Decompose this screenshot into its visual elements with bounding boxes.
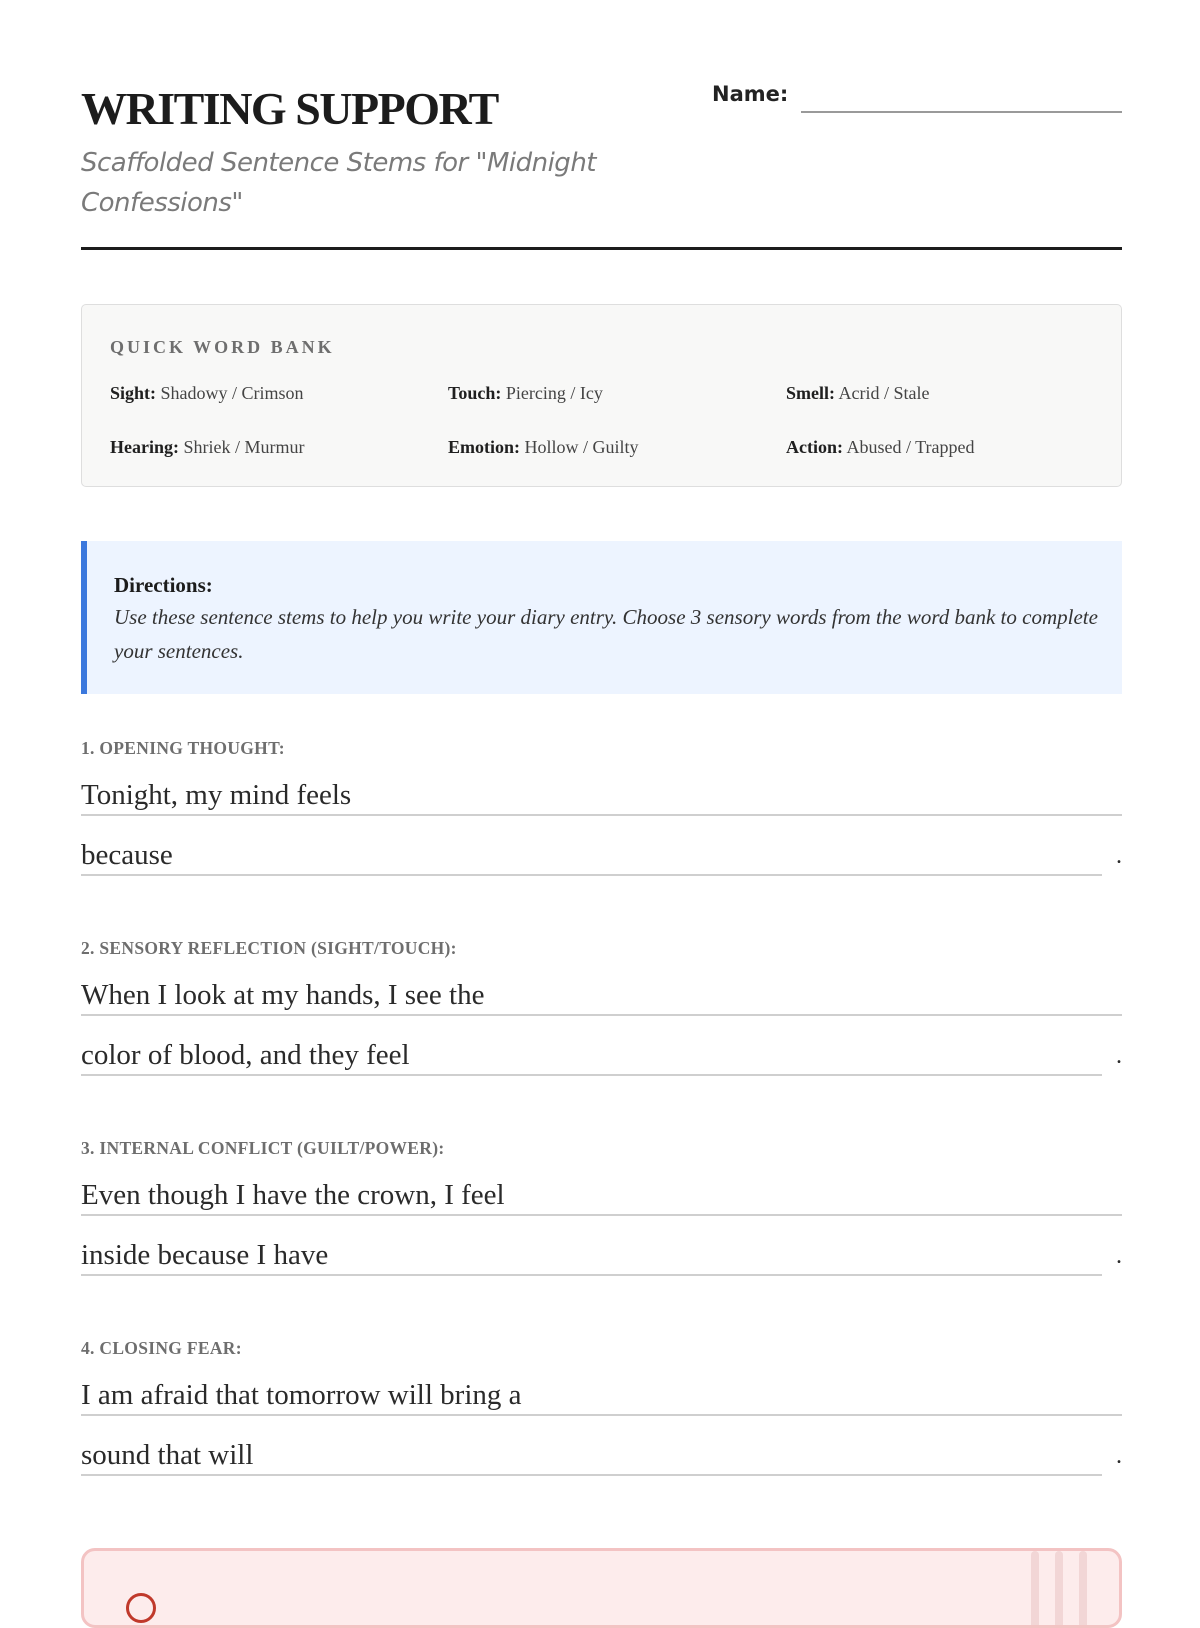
word-bank-item-sight bbox=[110, 383, 304, 404]
sentence-stem: because bbox=[81, 839, 187, 872]
stem-row bbox=[81, 776, 1122, 816]
sentence-stem: When I look at my hands, I see the bbox=[81, 979, 498, 1012]
sentence-stem: I am afraid that tomorrow will bring a bbox=[81, 1379, 536, 1412]
word-bank-words: Piercing / Icy bbox=[505, 383, 603, 403]
stem-row bbox=[81, 1036, 1122, 1076]
word-bank-item-smell bbox=[786, 383, 930, 404]
stem-row bbox=[81, 1376, 1122, 1416]
period: . bbox=[1116, 1443, 1122, 1469]
word-bank-category: Smell: bbox=[786, 383, 835, 403]
header bbox=[81, 0, 1122, 250]
directions-label: Directions: bbox=[114, 573, 213, 597]
section-label: 4. CLOSING FEAR: bbox=[81, 1338, 242, 1358]
stem-row bbox=[81, 976, 1122, 1016]
name-input-line[interactable] bbox=[801, 111, 1122, 113]
directions-box bbox=[81, 541, 1122, 694]
section-sensory-reflection bbox=[81, 938, 1122, 1098]
word-bank-category: Hearing: bbox=[110, 437, 179, 457]
period: . bbox=[1116, 1243, 1122, 1269]
section-internal-conflict bbox=[81, 1138, 1122, 1298]
word-bank-item-action bbox=[786, 437, 975, 458]
answer-blank[interactable] bbox=[81, 814, 1122, 816]
word-bank-words: Shriek / Murmur bbox=[183, 437, 305, 457]
word-bank-words: Hollow / Guilty bbox=[524, 437, 639, 457]
answer-blank[interactable] bbox=[81, 1274, 1102, 1276]
word-bank-title: QUICK WORD BANK bbox=[110, 337, 335, 357]
word-bank-item-hearing bbox=[110, 437, 305, 458]
answer-blank[interactable] bbox=[81, 1074, 1102, 1076]
section-label: 1. OPENING THOUGHT: bbox=[81, 738, 285, 758]
word-bank-category: Action: bbox=[786, 437, 843, 457]
section-label: 2. SENSORY REFLECTION (SIGHT/TOUCH): bbox=[81, 938, 457, 958]
name-label: Name: bbox=[712, 82, 789, 106]
period: . bbox=[1116, 1043, 1122, 1069]
alert-circle-icon bbox=[126, 1593, 156, 1623]
stem-row bbox=[81, 1436, 1122, 1476]
word-bank-category: Emotion: bbox=[448, 437, 520, 457]
word-bank-item-emotion bbox=[448, 437, 639, 458]
sentence-stem: color of blood, and they feel bbox=[81, 1039, 424, 1072]
word-bank-category: Touch: bbox=[448, 383, 502, 403]
answer-blank[interactable] bbox=[81, 1414, 1122, 1416]
stem-row bbox=[81, 1236, 1122, 1276]
sentence-stem: sound that will bbox=[81, 1439, 267, 1472]
section-label: 3. INTERNAL CONFLICT (GUILT/POWER): bbox=[81, 1138, 445, 1158]
stem-row bbox=[81, 836, 1122, 876]
decorative-bar bbox=[1055, 1551, 1063, 1628]
answer-blank[interactable] bbox=[81, 1014, 1122, 1016]
word-bank-words: Shadowy / Crimson bbox=[160, 383, 304, 403]
answer-blank[interactable] bbox=[81, 1214, 1122, 1216]
page-subtitle: Scaffolded Sentence Stems for "Midnight Confessions" bbox=[81, 148, 596, 218]
answer-blank[interactable] bbox=[81, 1474, 1102, 1476]
decorative-bars bbox=[1027, 1551, 1097, 1628]
sentence-stem: inside because I have bbox=[81, 1239, 342, 1272]
sentence-stem: Tonight, my mind feels bbox=[81, 779, 365, 812]
alert-card bbox=[81, 1548, 1122, 1628]
name-field[interactable] bbox=[712, 82, 1122, 114]
sentence-stem: Even though I have the crown, I feel bbox=[81, 1179, 519, 1212]
word-bank-category: Sight: bbox=[110, 383, 157, 403]
word-bank-item-touch bbox=[448, 383, 603, 404]
word-bank-words: Abused / Trapped bbox=[846, 437, 975, 457]
decorative-bar bbox=[1031, 1551, 1039, 1628]
word-bank bbox=[81, 304, 1122, 487]
stem-row bbox=[81, 1176, 1122, 1216]
word-bank-words: Acrid / Stale bbox=[838, 383, 930, 403]
answer-blank[interactable] bbox=[81, 874, 1102, 876]
page-title: WRITING SUPPORT bbox=[81, 83, 498, 134]
period: . bbox=[1116, 843, 1122, 869]
section-closing-fear bbox=[81, 1338, 1122, 1498]
worksheet bbox=[81, 0, 1122, 1471]
decorative-bar bbox=[1079, 1551, 1087, 1628]
directions-text: Use these sentence stems to help you write your diary entry. Choose 3 sensory words from the word bank to complete your sentences. bbox=[114, 605, 1098, 663]
section-opening-thought bbox=[81, 738, 1122, 898]
